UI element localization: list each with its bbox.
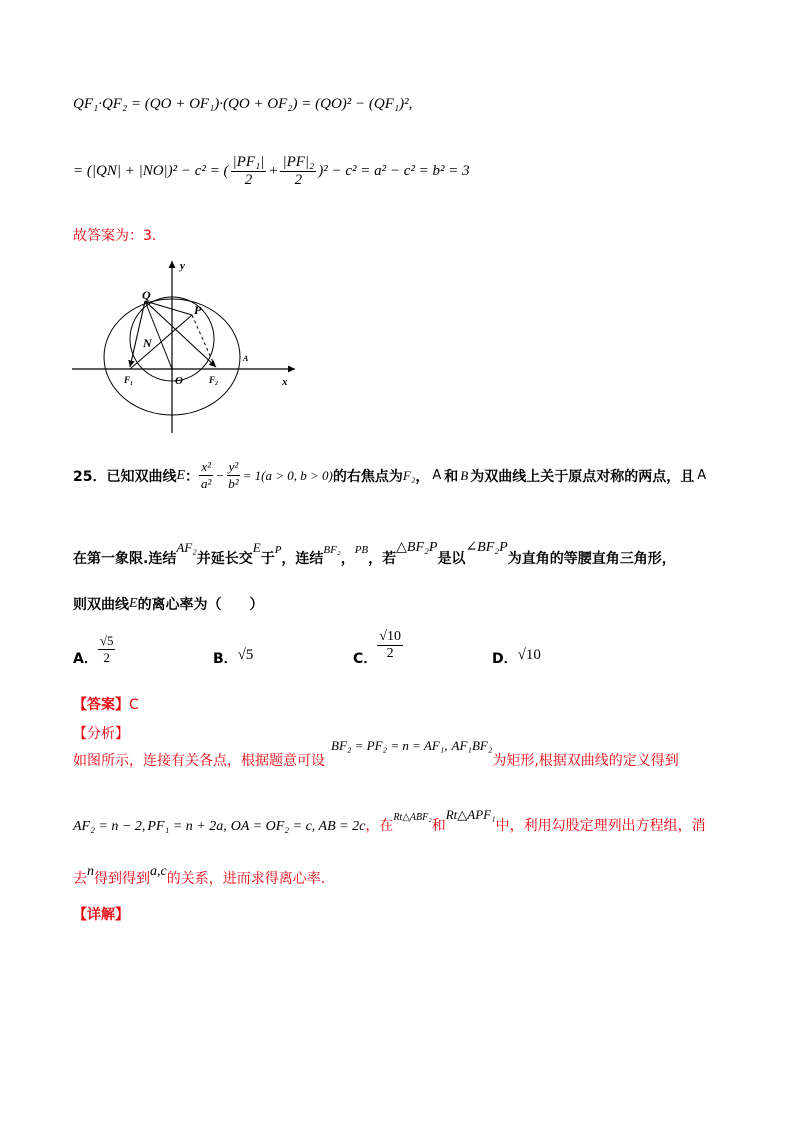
question-stem-1: 已知双曲线 — [106, 468, 177, 485]
fraction-pf1 — [231, 154, 267, 189]
label-f1: F₁ — [124, 375, 134, 385]
analysis-3-n: n — [87, 864, 94, 879]
label-x-axis: x — [282, 376, 288, 388]
analysis-2-m3: OA = OF₂ = c, AB = 2c — [230, 819, 366, 834]
option-a-num: √5 — [99, 632, 114, 648]
option-c-num: √10 — [379, 628, 401, 644]
q-line3-b: 的离心率为（ ） — [137, 597, 264, 613]
option-a-label: A． — [73, 651, 98, 667]
analysis-2-and: 和 — [431, 818, 446, 834]
solution-vector-equation: QF₁·QF₂ = (QO + OF₁)·(QO + OF₂) = (QO)² − (QF₁)², — [73, 96, 413, 112]
q-line2-f: ，若 — [368, 551, 397, 567]
symbol-a-2: A — [697, 468, 707, 483]
option-c-fraction — [377, 629, 403, 662]
segment-q-o — [145, 301, 172, 369]
q-line2-a: 在第一象限.连结 — [73, 551, 177, 567]
option-a-den: 2 — [103, 649, 110, 665]
fraction-pf2-den: 2 — [294, 172, 303, 188]
plus-sign: + — [268, 163, 279, 179]
segment-q-f2 — [145, 301, 216, 367]
question-25-line-1 — [73, 459, 706, 492]
segment-p-f1 — [130, 315, 192, 369]
label-f2: F₂ — [209, 375, 219, 385]
option-c[interactable] — [353, 622, 403, 668]
fraction-pf1-num: |PF₁| — [232, 154, 265, 170]
hyperbola-figure — [70, 255, 310, 435]
colon: ： — [185, 468, 200, 485]
detail-tag: 【详解】 — [73, 907, 129, 923]
question-stem-3: ， — [415, 468, 430, 485]
symbol-p: P — [274, 544, 282, 556]
analysis-3c: 的关系，进而求得离心率. — [166, 871, 326, 887]
symbol-angle: ∠BF₂P — [465, 540, 508, 555]
option-c-label: C． — [353, 651, 378, 667]
option-d-value: √10 — [517, 646, 541, 663]
symbol-bf2: BF₂ — [323, 544, 341, 556]
symbol-af2: AF₂ — [176, 540, 197, 555]
option-d[interactable] — [492, 642, 541, 668]
symbol-e-2: E — [252, 540, 261, 555]
eq-x-den: a² — [201, 476, 212, 491]
solution-line2-right: )² − c² = a² − c² = b² = 3 — [318, 163, 470, 179]
question-25-line-2 — [73, 540, 676, 568]
eq-x-num: x² — [201, 459, 212, 474]
q-line3-a: 则双曲线 — [73, 597, 129, 613]
eq-x-fraction — [199, 459, 213, 492]
eq-y-den: b² — [228, 476, 239, 491]
symbol-triangle: △BF₂P — [396, 540, 438, 555]
answer-line — [73, 694, 139, 714]
analysis-1-sep: , — [444, 738, 448, 753]
question-stem-5: 为双曲线上关于原点对称的两点，且 — [470, 468, 695, 485]
option-b[interactable] — [213, 642, 253, 668]
eq-rest: = 1(a > 0, b > 0) — [242, 467, 333, 483]
analysis-2-tail: 中，利用勾股定理列出方程组，消 — [495, 818, 706, 834]
analysis-3-ac: a,c — [150, 864, 167, 879]
analysis-line-3 — [73, 864, 326, 888]
symbol-b: B — [460, 467, 469, 483]
option-a[interactable] — [73, 630, 115, 668]
symbol-a: A — [432, 468, 442, 483]
option-b-value: √5 — [237, 646, 254, 663]
analysis-3a: 去 — [73, 871, 87, 887]
symbol-pb: PB — [354, 544, 369, 556]
option-a-fraction — [98, 633, 116, 666]
analysis-line-1 — [73, 738, 679, 770]
q-line2-g: 是以 — [437, 551, 466, 567]
analysis-2-in: ，在 — [365, 818, 394, 834]
solution-line-2 — [73, 154, 470, 189]
analysis-tag: 【分析】 — [73, 726, 129, 742]
q-line2-h: 为直角的等腰直角三角形， — [507, 551, 676, 567]
analysis-1a: 如图所示，连接有关各点，根据题意可设 — [73, 753, 325, 769]
analysis-3b: 得到得到 — [94, 871, 150, 887]
analysis-1b: 为矩形,根据双曲线的定义得到 — [492, 753, 679, 769]
segment-p-f2-dashed — [192, 315, 216, 369]
analysis-2-m2: PF₁ = n + 2a — [147, 819, 224, 834]
analysis-1-math: BF₂ = PF₂ = n = AF₁ — [331, 738, 445, 753]
label-p: P — [194, 303, 202, 317]
answer-note: 故答案为：3. — [73, 228, 157, 244]
fraction-pf1-den: 2 — [244, 172, 253, 188]
eq-y-num: y² — [228, 459, 239, 474]
solution-line-1 — [73, 96, 412, 113]
q-line2-b: 并延长交 — [196, 551, 253, 567]
symbol-e-3: E — [129, 596, 138, 611]
q-line2-c: 于 — [260, 551, 275, 567]
answer-tag: 【答案】 — [73, 697, 129, 713]
analysis-2-rt2: Rt△APF₁ — [445, 807, 496, 822]
option-d-label: D． — [492, 651, 518, 667]
question-25-line-3 — [73, 594, 264, 614]
solution-line2-left: = (|QN| + |NO|)² − c² = ( — [73, 163, 229, 179]
option-b-label: B． — [213, 651, 238, 667]
label-a: A — [243, 354, 249, 363]
q-line2-e: ， — [340, 551, 355, 567]
analysis-1-math2: AF₁BF₂ — [451, 738, 493, 753]
label-n: N — [143, 336, 152, 350]
fraction-pf2-num: |PF|₂ — [282, 154, 315, 170]
q-line2-d: ，连结 — [281, 551, 324, 567]
symbol-f2: F₂ — [402, 467, 416, 483]
option-c-den: 2 — [386, 645, 394, 661]
answer-value: C — [129, 697, 139, 713]
analysis-2-rt1: Rt△ABF₂ — [393, 812, 432, 823]
analysis-2-m1: AF₂ = n − 2 — [73, 819, 142, 834]
analysis-line-2: AF₂ = n − 2 , PF₁ = n + 2a , OA = OF₂ = c, AB = 2c ，在 Rt△ABF₂ 和 Rt△APF₁ 中，利用勾股定理列出方程组，消 — [73, 807, 706, 834]
segment-q-f1 — [130, 301, 145, 367]
eq-minus: − — [215, 467, 225, 483]
question-number: 25． — [73, 468, 107, 485]
question-stem-2: 的右焦点为 — [332, 468, 403, 485]
symbol-e: E — [176, 467, 186, 483]
label-q: Q — [142, 288, 151, 302]
question-stem-4: 和 — [444, 468, 459, 485]
label-o: O — [175, 375, 183, 387]
eq-y-fraction — [226, 459, 240, 492]
fraction-pf2 — [280, 154, 316, 189]
label-y-axis: y — [180, 260, 185, 272]
